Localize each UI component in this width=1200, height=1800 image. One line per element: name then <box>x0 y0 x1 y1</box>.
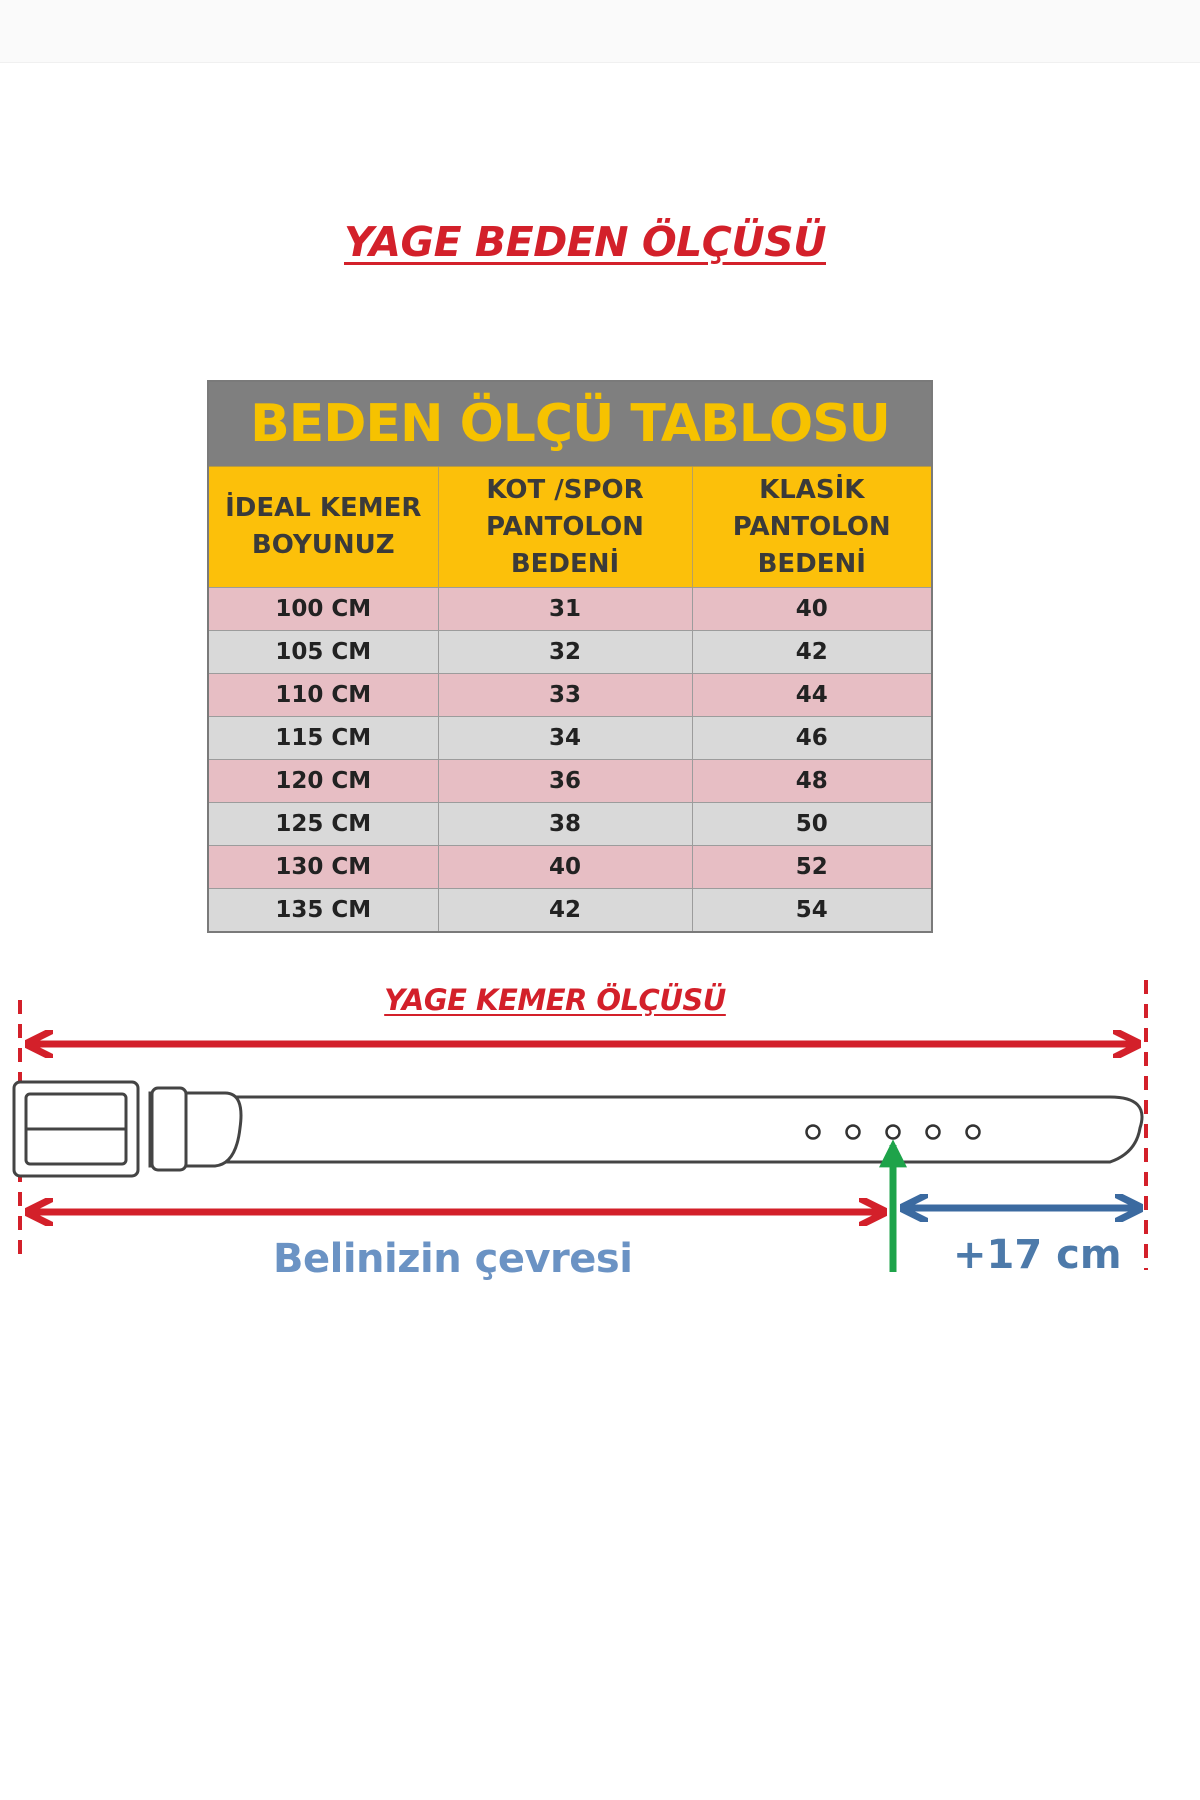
header-classic-size: KLASİK PANTOLON BEDENİ <box>692 467 932 588</box>
top-bar <box>0 0 1200 63</box>
cell-classic-size: 46 <box>692 717 932 760</box>
cell-jeans-size: 31 <box>438 588 692 631</box>
waist-label: Belinizin çevresi <box>273 1236 633 1282</box>
table-row <box>208 631 932 674</box>
cell-jeans-size: 32 <box>438 631 692 674</box>
cell-belt-length: 110 CM <box>208 674 438 717</box>
belt-strap <box>200 1097 1142 1162</box>
cell-belt-length: 100 CM <box>208 588 438 631</box>
belt-hole <box>847 1126 860 1139</box>
table-row <box>208 889 932 933</box>
belt-hole <box>967 1126 980 1139</box>
cell-jeans-size: 42 <box>438 889 692 933</box>
table-row <box>208 588 932 631</box>
table-title: BEDEN ÖLÇÜ TABLOSU <box>208 381 932 467</box>
page-title: YAGE BEDEN ÖLÇÜSÜ <box>344 218 826 266</box>
cell-jeans-size: 38 <box>438 803 692 846</box>
cell-belt-length: 120 CM <box>208 760 438 803</box>
size-table <box>207 380 933 933</box>
cell-belt-length: 105 CM <box>208 631 438 674</box>
cell-classic-size: 48 <box>692 760 932 803</box>
cell-classic-size: 52 <box>692 846 932 889</box>
cell-belt-length: 115 CM <box>208 717 438 760</box>
table-row <box>208 674 932 717</box>
table-row <box>208 803 932 846</box>
cell-jeans-size: 33 <box>438 674 692 717</box>
table-body <box>208 588 932 933</box>
cell-jeans-size: 36 <box>438 760 692 803</box>
cell-belt-length: 135 CM <box>208 889 438 933</box>
cell-belt-length: 130 CM <box>208 846 438 889</box>
belt-hole <box>927 1126 940 1139</box>
cell-classic-size: 50 <box>692 803 932 846</box>
belt-hole <box>807 1126 820 1139</box>
cell-classic-size: 42 <box>692 631 932 674</box>
table-row <box>208 717 932 760</box>
cell-jeans-size: 34 <box>438 717 692 760</box>
belt-hole <box>887 1126 900 1139</box>
cell-jeans-size: 40 <box>438 846 692 889</box>
table-row <box>208 846 932 889</box>
table-row <box>208 760 932 803</box>
cell-classic-size: 40 <box>692 588 932 631</box>
belt-diagram-title: YAGE KEMER ÖLÇÜSÜ <box>384 983 726 1017</box>
belt-loop <box>152 1088 186 1170</box>
cell-belt-length: 125 CM <box>208 803 438 846</box>
cell-classic-size: 54 <box>692 889 932 933</box>
header-belt-length: İDEAL KEMER BOYUNUZ <box>208 467 438 588</box>
header-jeans-size: KOT /SPOR PANTOLON BEDENİ <box>438 467 692 588</box>
extra-length-label: +17 cm <box>953 1232 1122 1278</box>
cell-classic-size: 44 <box>692 674 932 717</box>
